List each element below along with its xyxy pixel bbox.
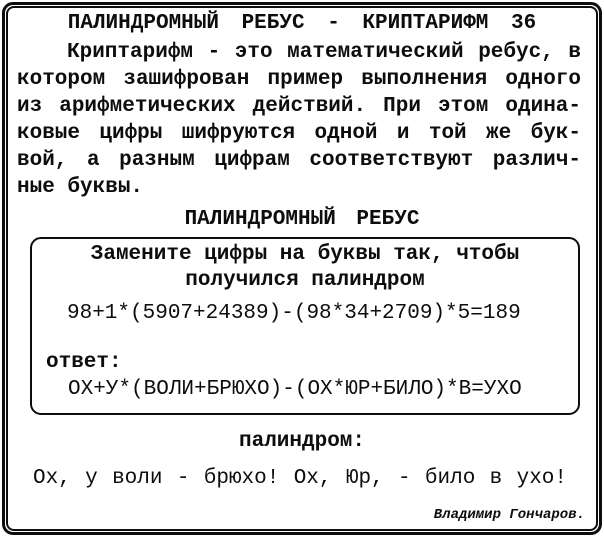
puzzle-instruction-line-2: получился палиндром [185, 269, 425, 292]
page-title: ПАЛИНДРОМНЫЙ РЕБУС - КРИПТАРИФМ 36 [67, 12, 537, 35]
intro-paragraph [17, 39, 581, 201]
puzzle-instruction-line-1: Замените цифры на буквы так, чтобы [90, 243, 520, 266]
intro-line: котором зашифрован пример выполнения одного [17, 68, 581, 91]
section-heading: ПАЛИНДРОМНЫЙ РЕБУС [184, 208, 420, 231]
answer-equation: ОХ+У*(ВОЛИ+БРЮХО)-(ОХ*ЮР+БИЛО)*В=УХО [68, 378, 522, 401]
intro-line: из арифметических действий. При этом одина- [17, 95, 581, 118]
palindrome-label: палиндром: [238, 430, 366, 453]
intro-line: ковые цифры шифруются одной и той же бук- [17, 122, 581, 145]
cryptarithm-equation: 98+1*(5907+24389)-(98*34+2709)*5=189 [67, 302, 521, 325]
author-signature: Владимир Гончаров. [433, 507, 585, 523]
intro-line: вой, а разным цифрам соответствуют различ- [17, 149, 581, 172]
intro-line: Криптарифм - это математический ребус, в [67, 41, 581, 64]
intro-line: ные буквы. [17, 176, 144, 199]
answer-label: ответ: [46, 351, 122, 374]
palindrome-text: Ох, у воли - брюхо! Ох, Юр, - било в ухо! [33, 467, 567, 490]
